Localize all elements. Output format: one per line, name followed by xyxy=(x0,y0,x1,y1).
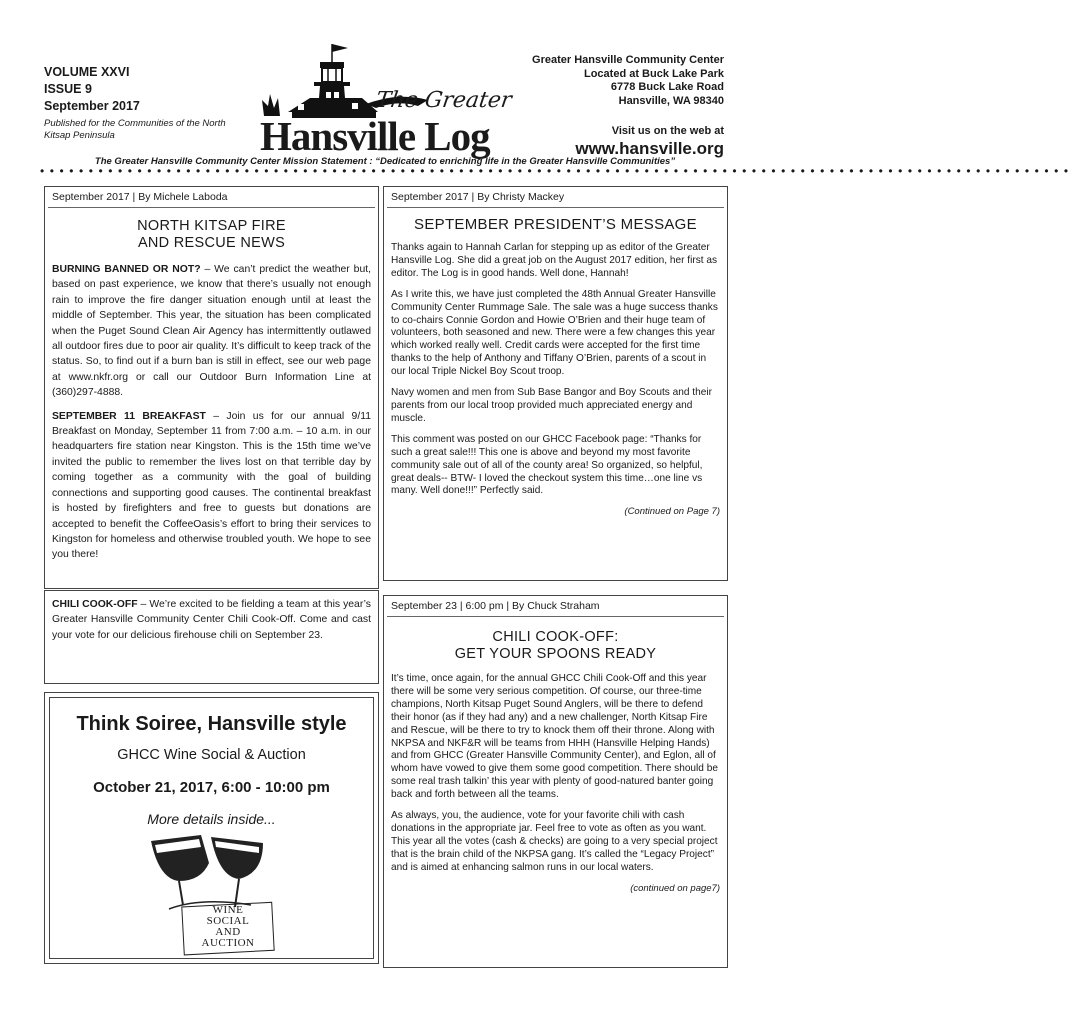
paragraph-text: – We’re excited to be fielding a team at this year’s Greater Hansville Community Center Chili Cook-Off. Come and cast your vote for our delicious firehouse chili on September 23. xyxy=(52,599,371,641)
continued-note: (Continued on Page 7) xyxy=(624,506,720,518)
logo-hansville-log: Hansville Log xyxy=(260,113,490,159)
fire-rescue-article xyxy=(44,186,379,589)
paragraph: This comment was posted on our GHCC Facebook page: “Thanks for such a great sale!!! This one is above and beyond my most favorite community sale out of all of the county area! So organized, so helpful, great deals-- BTW- I loved the checkout system this time…one line vs many. Well done!!!” Perfectly said. xyxy=(391,433,703,497)
ad-more: More details inside... xyxy=(147,811,276,827)
paragraph: Navy women and men from Sub Base Bangor and Boy Scouts and their parents from our local troop provided much appreciated energy and muscle. xyxy=(391,387,712,424)
headline-line-1: CHILI COOK-OFF: xyxy=(492,629,619,645)
paragraph xyxy=(52,409,371,563)
center-location: Located at Buck Lake Park xyxy=(583,67,724,80)
wine-social-ad xyxy=(44,692,379,964)
headline-line-2: AND RESCUE NEWS xyxy=(137,235,286,251)
ad-date: October 21, 2017, 6:00 - 10:00 pm xyxy=(93,779,330,796)
website-link[interactable]: www.hansville.org xyxy=(575,139,724,158)
article-byline: September 2017 | By Michele Laboda xyxy=(48,191,375,208)
center-city: Hansville, WA 98340 xyxy=(618,94,724,107)
center-street: 6778 Buck Lake Road xyxy=(610,81,724,93)
paragraph xyxy=(52,597,371,643)
paragraph: Thanks again to Hannah Carlan for stepping up as editor of the Greater Hansville Log. She did a great job on the August 2017 edition, her first as editor. The Log is in good hands. Well done, Hannah! xyxy=(391,242,718,279)
headline-line-1: NORTH KITSAP FIRE xyxy=(137,218,286,234)
newsletter-logo xyxy=(258,40,520,159)
article-headline xyxy=(52,218,371,252)
visit-label: Visit us on the web at xyxy=(611,125,724,137)
chili-cookoff-article xyxy=(383,595,728,968)
issue-date: September 2017 xyxy=(44,99,140,113)
paragraph-text: – Join us for our annual 9/11 Breakfast on Monday, September 11 from 7:00 a.m. – 10 a.m. in our headquarters fire station near Kingston. This is the 15th time we’ve invited the public to remember the lives lost on that terrible day by coming together as a community with the goal of building connections and supporting good causes. The continental breakfast is hosted by firefighters and free to guests but donations are accepted to benefit the CoffeeOasis’s effort to bring their services to Kingston for homeless and otherwise troubled youth. We hope to see you there! xyxy=(52,410,371,561)
paragraph: As always, you, the audience, vote for your favorite chili with cash donations in the appropriate jar. Feel free to vote as often as you want. This year all the votes (cash & checks) are going to a very special project that is the brain child of the NKPSA gang. It’s called the “Legacy Project” and is aimed at enhancing salmon runs in our local waters. xyxy=(391,810,718,873)
article-body xyxy=(52,262,371,563)
logo-the-greater: The Greater xyxy=(374,88,514,113)
paragraph-lead: BURNING BANNED OR NOT? xyxy=(52,264,201,275)
wine-glasses-icon xyxy=(141,833,286,955)
masthead-left xyxy=(44,64,244,142)
issue-label: ISSUE 9 xyxy=(44,82,92,96)
mission-statement: The Greater Hansville Community Center Mission Statement : “Dedicated to enriching life in the Greater Hansville Communities” xyxy=(94,156,676,167)
center-info xyxy=(484,54,724,159)
paragraph: As I write this, we have just completed the 48th Annual Greater Hansville Community Center Rummage Sale. The sale was a huge success thanks to co-chairs Connie Gordon and Howie O’Brien and their huge team of volunteers, both seasoned and new. There were a few changes this year which worked really well. Credit cards were accepted for the first time thanks to the help of Anthony and Tiffany O’Brien, parents of a scout in our local Triple Nickel Boy Scout troop. xyxy=(391,288,718,378)
article-byline: September 2017 | By Christy Mackey xyxy=(387,191,724,208)
art-text-wine: WINE xyxy=(212,904,244,916)
art-text-auction: AUCTION xyxy=(201,937,255,949)
article-headline xyxy=(391,629,720,663)
paragraph-lead: CHILI COOK-OFF xyxy=(52,599,138,610)
article-headline: SEPTEMBER PRESIDENT’S MESSAGE xyxy=(414,216,697,233)
paragraph: It’s time, once again, for the annual GHCC Chili Cook-Off and this year there will be some very serious competition. Of course, our three-time champions, North Kitsap Puget Sound Anglers, will be there to defend their honor (as if they had any) and a new challenger, North Kitsap Fire and Rescue, will be there to try to knock them off their throne. Along with NKPSA and NKF&R will be teams from HHH (Hansville Helping Hands) and from GHCC (Greater Hansville Community Center), and Eglon, all of whom have vowed to give them some good competition. There should be some real trash talkin’ this year with plenty of good-natured banter going back and forth between all the teams. xyxy=(391,673,718,801)
art-text-social: SOCIAL xyxy=(206,915,250,927)
volume-label: VOLUME XXVI xyxy=(44,65,130,79)
ad-title: Think Soiree, Hansville style xyxy=(76,713,347,735)
paragraph-lead: SEPTEMBER 11 BREAKFAST xyxy=(52,410,206,422)
president-message-article xyxy=(383,186,728,581)
article-body xyxy=(52,597,371,643)
paragraph xyxy=(52,262,371,401)
art-text-and: AND xyxy=(215,926,241,938)
headline-line-2: GET YOUR SPOONS READY xyxy=(454,646,657,662)
article-body xyxy=(391,673,720,875)
ad-subtitle: GHCC Wine Social & Auction xyxy=(117,747,306,763)
center-name: Greater Hansville Community Center xyxy=(532,54,724,66)
paragraph-text: – We can’t predict the weather but, based on past experience, we know that there’s usually not enough rain to improve the fire danger situation enough until at least the middle of September. This year, the situation has been complicated when the Puget Sound Clean Air Agency has intermittently outlawed all outdoor fires due to poor air quality. It’s difficult to keep track of the status. So, to find out if a burn ban is still in effect, see our web page at www.nkfr.org or call our Outdoor Burn Information Line at (360)297-4888. xyxy=(52,264,371,399)
article-byline: September 23 | 6:00 pm | By Chuck Straham xyxy=(387,600,724,617)
dotted-divider: •••••••••••••••••••••••••••••••••••••••••••••••••••••••••••••••••••••••••••••••••••••••••••••••••••••••••• xyxy=(40,164,1074,178)
published-for: Published for the Communities of the North Kitsap Peninsula xyxy=(44,118,226,141)
continued-note: (continued on page7) xyxy=(630,882,720,894)
article-body xyxy=(391,242,720,498)
fire-chili-note xyxy=(44,590,379,684)
